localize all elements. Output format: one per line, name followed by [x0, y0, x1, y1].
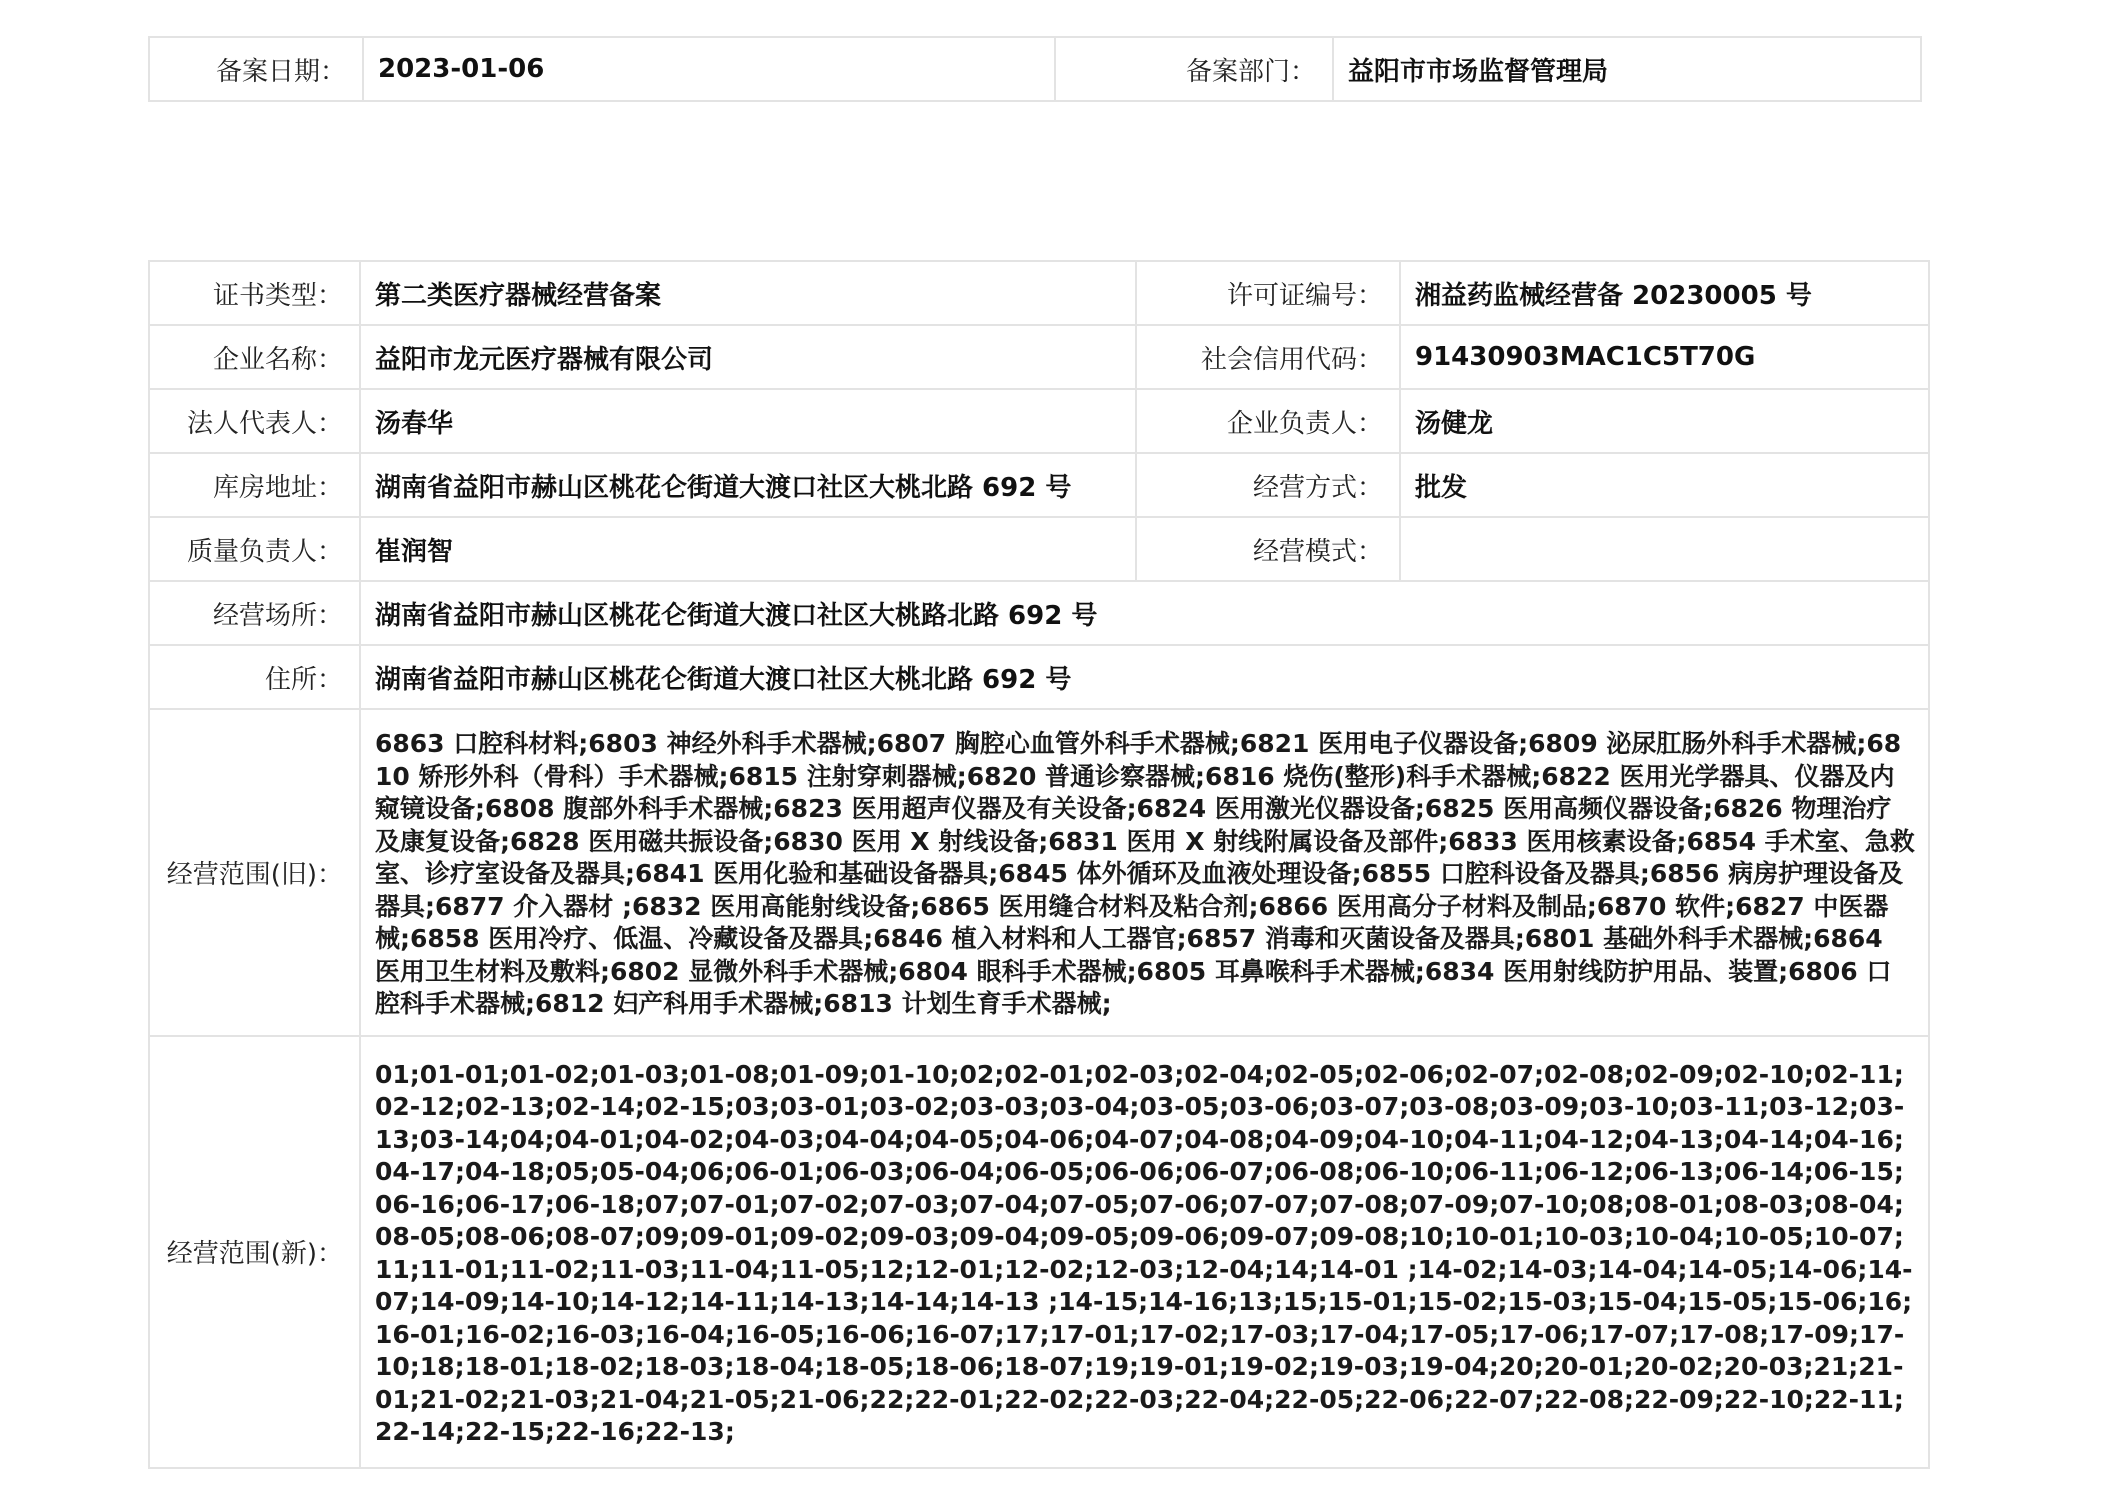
table-row — [149, 389, 1929, 453]
table-row — [149, 581, 1929, 645]
credit-code-label: 社会信用代码： — [1136, 325, 1400, 389]
table-row — [149, 517, 1929, 581]
residence-label: 住所： — [149, 645, 360, 709]
business-mode-value: 批发 — [1400, 453, 1929, 517]
cert-type-label: 证书类型： — [149, 261, 360, 325]
table-row — [149, 709, 1929, 1036]
table-row — [149, 1036, 1929, 1468]
premises-label: 经营场所： — [149, 581, 360, 645]
table-row — [149, 453, 1929, 517]
filing-date-label: 备案日期： — [149, 37, 363, 101]
legal-rep-label: 法人代表人： — [149, 389, 360, 453]
scope-old-value: 6863 口腔科材料;6803 神经外科手术器械;6807 胸腔心血管外科手术器械;6821 医用电子仪器设备;6809 泌尿肛肠外科手术器械;6810 矫形外科（骨科）手术器械;6815 注射穿刺器械;6820 普通诊察器械;6816 烧伤(整形)科手术器械;6822 医用光学器具、仪器及内窥镜设备;6808 腹部外科手术器械;6823 医用超声仪器及有关设备;6824 医用激光仪器设备;6825 医用高频仪器设备;6826 物理治疗及康复设备;6828 医用磁共振设备;6830 医用 X 射线设备;6831 医用 X 射线附属设备及部件;6833 医用核素设备;6854 手术室、急救室、诊疗室设备及器具;6841 医用化验和基础设备器具;6845 体外循环及血液处理设备;6855 口腔科设备及器具;6856 病房护理设备及器具;6877 介入器材 ;6832 医用高能射线设备;6865 医用缝合材料及粘合剂;6866 医用高分子材料及制品;6870 软件;6827 中医器械;6858 医用冷疗、低温、冷藏设备及器具;6846 植入材料和人工器官;6857 消毒和灭菌设备及器具;6801 基础外科手术器械;6864 医用卫生材料及敷料;6802 显微外科手术器械;6804 眼科手术器械;6805 耳鼻喉科手术器械;6834 医用射线防护用品、装置;6806 口腔科手术器械;6812 妇产科用手术器械;6813 计划生育手术器械; — [360, 709, 1929, 1036]
certificate-table — [148, 260, 1930, 1469]
residence-value: 湖南省益阳市赫山区桃花仑街道大渡口社区大桃北路 692 号 — [360, 645, 1929, 709]
business-model-value — [1400, 517, 1929, 581]
license-no-label: 许可证编号： — [1136, 261, 1400, 325]
filing-date-value: 2023-01-06 — [363, 37, 1055, 101]
company-name-label: 企业名称： — [149, 325, 360, 389]
warehouse-address-label: 库房地址： — [149, 453, 360, 517]
principal-label: 企业负责人： — [1136, 389, 1400, 453]
cert-type-value: 第二类医疗器械经营备案 — [360, 261, 1136, 325]
filing-row — [149, 37, 1921, 101]
table-row — [149, 325, 1929, 389]
legal-rep-value: 汤春华 — [360, 389, 1136, 453]
scope-new-label: 经营范围(新)： — [149, 1036, 360, 1468]
warehouse-address-value: 湖南省益阳市赫山区桃花仑街道大渡口社区大桃北路 692 号 — [360, 453, 1136, 517]
business-mode-label: 经营方式： — [1136, 453, 1400, 517]
table-row — [149, 261, 1929, 325]
premises-value: 湖南省益阳市赫山区桃花仑街道大渡口社区大桃路北路 692 号 — [360, 581, 1929, 645]
table-row — [149, 645, 1929, 709]
scope-old-label: 经营范围(旧)： — [149, 709, 360, 1036]
quality-manager-value: 崔润智 — [360, 517, 1136, 581]
company-name-value: 益阳市龙元医疗器械有限公司 — [360, 325, 1136, 389]
principal-value: 汤健龙 — [1400, 389, 1929, 453]
scope-new-value: 01;01-01;01-02;01-03;01-08;01-09;01-10;02;02-01;02-03;02-04;02-05;02-06;02-07;02-08;02-09;02-10;02-11;02-12;02-13;02-14;02-15;03;03-01;03-02;03-03;03-04;03-05;03-06;03-07;03-08;03-09;03-10;03-11;03-12;03-13;03-14;04;04-01;04-02;04-03;04-04;04-05;04-06;04-07;04-08;04-09;04-10;04-11;04-12;04-13;04-14;04-16;04-17;04-18;05;05-04;06;06-01;06-03;06-04;06-05;06-06;06-07;06-08;06-10;06-11;06-12;06-13;06-14;06-15;06-16;06-17;06-18;07;07-01;07-02;07-03;07-04;07-05;07-06;07-07;07-08;07-09;07-10;08;08-01;08-03;08-04;08-05;08-06;08-07;09;09-01;09-02;09-03;09-04;09-05;09-06;09-07;09-08;10;10-01;10-03;10-04;10-05;10-07;11;11-01;11-02;11-03;11-04;11-05;12;12-01;12-02;12-03;12-04;14;14-01 ;14-02;14-03;14-04;14-05;14-06;14-07;14-09;14-10;14-12;14-11;14-13;14-14;14-13 ;14-15;14-16;13;15;15-01;15-02;15-03;15-04;15-05;15-06;16;16-01;16-02;16-03;16-04;16-05;16-06;16-07;17;17-01;17-02;17-03;17-04;17-05;17-06;17-07;17-08;17-09;17-10;18;18-01;18-02;18-03;18-04;18-05;18-06;18-07;19;19-01;19-02;19-03;19-04;20;20-01;20-02;20-03;21;21-01;21-02;21-03;21-04;21-05;21-06;22;22-01;22-02;22-03;22-04;22-05;22-06;22-07;22-08;22-09;22-10;22-11;22-14;22-15;22-16;22-13; — [360, 1036, 1929, 1468]
filing-dept-value: 益阳市市场监督管理局 — [1333, 37, 1921, 101]
quality-manager-label: 质量负责人： — [149, 517, 360, 581]
license-no-value: 湘益药监械经营备 20230005 号 — [1400, 261, 1929, 325]
business-model-label: 经营模式： — [1136, 517, 1400, 581]
credit-code-value: 91430903MAC1C5T70G — [1400, 325, 1929, 389]
filing-dept-label: 备案部门： — [1055, 37, 1333, 101]
filing-info-table — [148, 36, 1922, 102]
